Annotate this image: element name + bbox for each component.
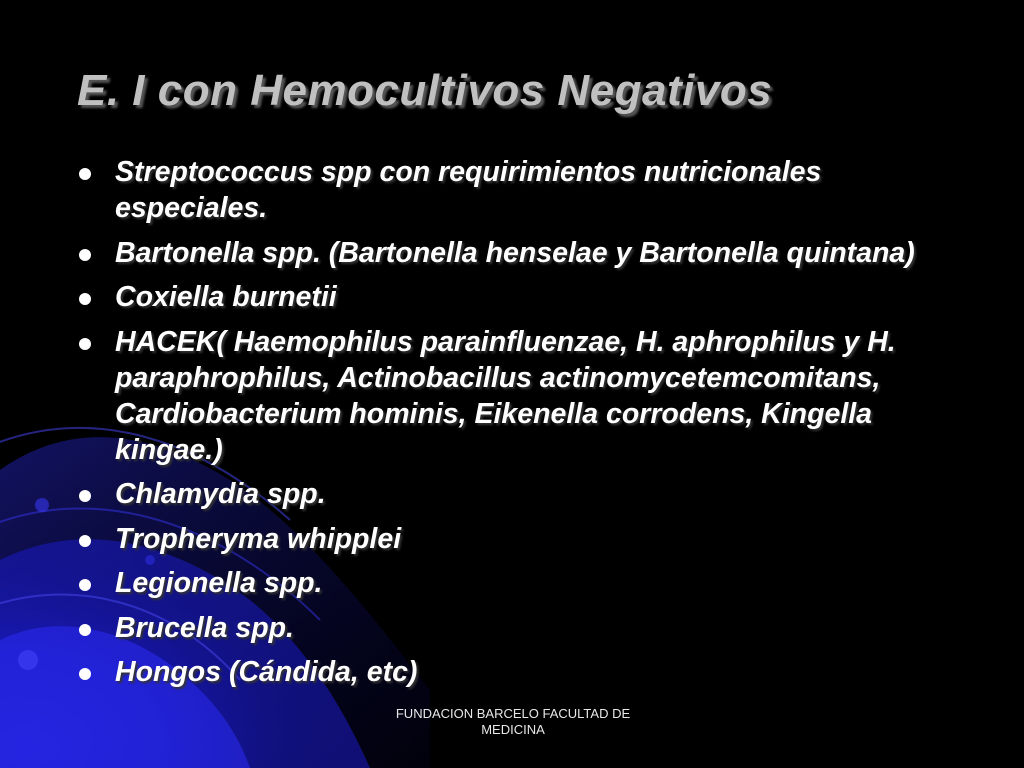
bullet-text: Streptococcus spp con requirimientos nutricionales especiales.: [115, 156, 822, 224]
bullet-dot-icon: [79, 168, 91, 180]
bullet-text: Tropheryma whipplei: [115, 522, 402, 555]
bullet-dot-icon: [79, 579, 91, 591]
bullet-dot-icon: [79, 535, 91, 547]
bullet-text: Legionella spp.: [115, 567, 323, 599]
bullet-list: [76, 154, 936, 699]
list-item: [76, 565, 936, 601]
list-item: [76, 476, 936, 512]
list-item: [76, 654, 936, 690]
bullet-dot-icon: [79, 293, 91, 305]
slide-footer: FUNDACION BARCELO FACULTAD DE MEDICINA: [395, 706, 631, 737]
list-item: [76, 154, 936, 226]
list-item: [76, 279, 936, 315]
bullet-dot-icon: [79, 249, 91, 261]
bullet-dot-icon: [79, 624, 91, 636]
bullet-text: HACEK( Haemophilus parainfluenzae, H. aphrophilus y H. paraphrophilus, Actinobacillus actinomycetemcomitans, Cardiobacterium hominis, Eikenella corrodens, Kingella kingae.): [115, 325, 896, 466]
bullet-text: Coxiella burnetii: [115, 281, 337, 313]
bullet-text: Bartonella spp. (Bartonella henselae y Bartonella quintana): [115, 236, 915, 269]
list-item: [76, 235, 936, 271]
bullet-dot-icon: [79, 668, 91, 680]
bullet-dot-icon: [79, 490, 91, 502]
bullet-text: Hongos (Cándida, etc): [115, 656, 418, 688]
bullet-dot-icon: [79, 338, 91, 350]
bullet-text: Chlamydia spp.: [115, 478, 326, 510]
list-item: [76, 324, 936, 468]
list-item: [76, 521, 936, 557]
slide-title: E. I con Hemocultivos Negativos: [77, 66, 773, 115]
list-item: [76, 610, 936, 646]
bullet-text: Brucella spp.: [115, 611, 294, 644]
